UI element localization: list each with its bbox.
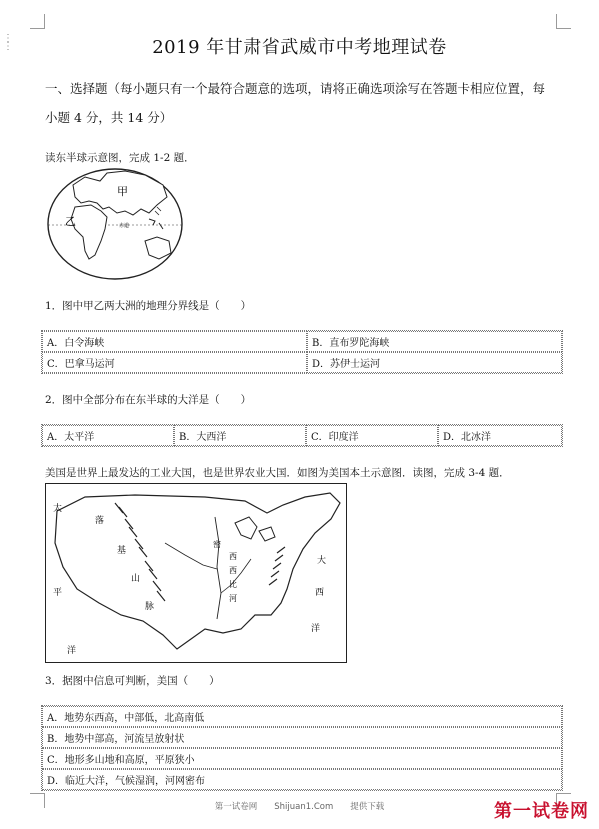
section-heading-line2: 小题 4 分，共 14 分）	[45, 110, 173, 125]
page-footer: 第一试卷网 Shijuan1.Com 提供下载	[214, 802, 385, 812]
brand-logo-text[interactable]: 第一试卷网	[494, 801, 589, 822]
hemisphere-map	[45, 167, 185, 282]
question-1-stem: 1．图中甲乙两大洲的地理分界线是（ ）	[45, 300, 252, 312]
q3-option-d[interactable]: D．临近大洋，气候湿润，河网密布	[42, 769, 562, 790]
usa-label-atlantic-2: 西	[315, 588, 325, 598]
corner-mark-top-right	[556, 14, 571, 29]
q3-option-a[interactable]: A．地势东西高，中部低，北高南低	[42, 706, 562, 727]
question-2-stem: 2．图中全部分布在东半球的大洋是（ ）	[45, 394, 252, 406]
q3-option-b[interactable]: B．地势中部高，河流呈放射状	[42, 727, 562, 748]
usa-label-mississippi-2: 西	[229, 552, 237, 561]
usa-label-mississippi-3: 西	[229, 566, 237, 575]
page-title: 2019 年甘肃省武威市中考地理试卷	[152, 37, 447, 58]
q1-option-d[interactable]: D．苏伊士运河	[307, 352, 562, 373]
q1-option-a[interactable]: A．白令海峡	[42, 331, 307, 352]
map-label-yi: 乙	[65, 215, 76, 228]
q2-option-a[interactable]: A．太平洋	[42, 425, 174, 446]
map-label-equator: 赤道	[119, 223, 130, 229]
margin-dots: ⋮ ⋮	[3, 33, 13, 52]
usa-map	[45, 483, 347, 663]
usa-label-rocky-1: 落	[95, 516, 105, 526]
usa-label-atlantic-1: 大	[317, 556, 327, 566]
section-heading-line1: 一、选择题（每小题只有一个最符合题意的选项，请将正确选项涂写在答题卡相应位置，每	[45, 81, 546, 96]
intro-usa: 美国是世界上最发达的工业大国，也是世界农业大国．如图为美国本土示意图．读图，完成 3-4 题．	[45, 467, 510, 479]
usa-label-pacific-1: 太	[53, 504, 63, 514]
q3-option-c[interactable]: C．地形多山地和高原，平原狭小	[42, 748, 562, 769]
intro-hemisphere: 读东半球示意图，完成 1-2 题．	[45, 152, 195, 164]
question-3-stem: 3．据图中信息可判断，美国（ ）	[45, 675, 220, 687]
usa-label-rocky-2: 基	[117, 546, 127, 556]
usa-label-mississippi-5: 河	[229, 594, 237, 603]
map-label-jia: 甲	[117, 185, 128, 198]
usa-label-rocky-4: 脉	[145, 602, 155, 612]
q1-option-c[interactable]: C．巴拿马运河	[42, 352, 307, 373]
q2-option-d[interactable]: D．北冰洋	[438, 425, 562, 446]
usa-label-rocky-3: 山	[131, 574, 141, 584]
question-3-options	[41, 705, 563, 791]
q1-option-b[interactable]: B．直布罗陀海峡	[307, 331, 562, 352]
question-2-options	[41, 424, 563, 447]
question-1-options	[41, 330, 563, 374]
usa-label-mississippi-4: 比	[229, 580, 237, 589]
q2-option-b[interactable]: B．大西洋	[174, 425, 306, 446]
usa-label-pacific-3: 洋	[67, 646, 77, 656]
usa-label-pacific-2: 平	[53, 588, 63, 598]
corner-mark-top-left	[30, 14, 45, 29]
usa-label-atlantic-3: 洋	[311, 624, 321, 634]
usa-label-mississippi-1: 密	[213, 540, 221, 549]
q2-option-c[interactable]: C．印度洋	[306, 425, 438, 446]
